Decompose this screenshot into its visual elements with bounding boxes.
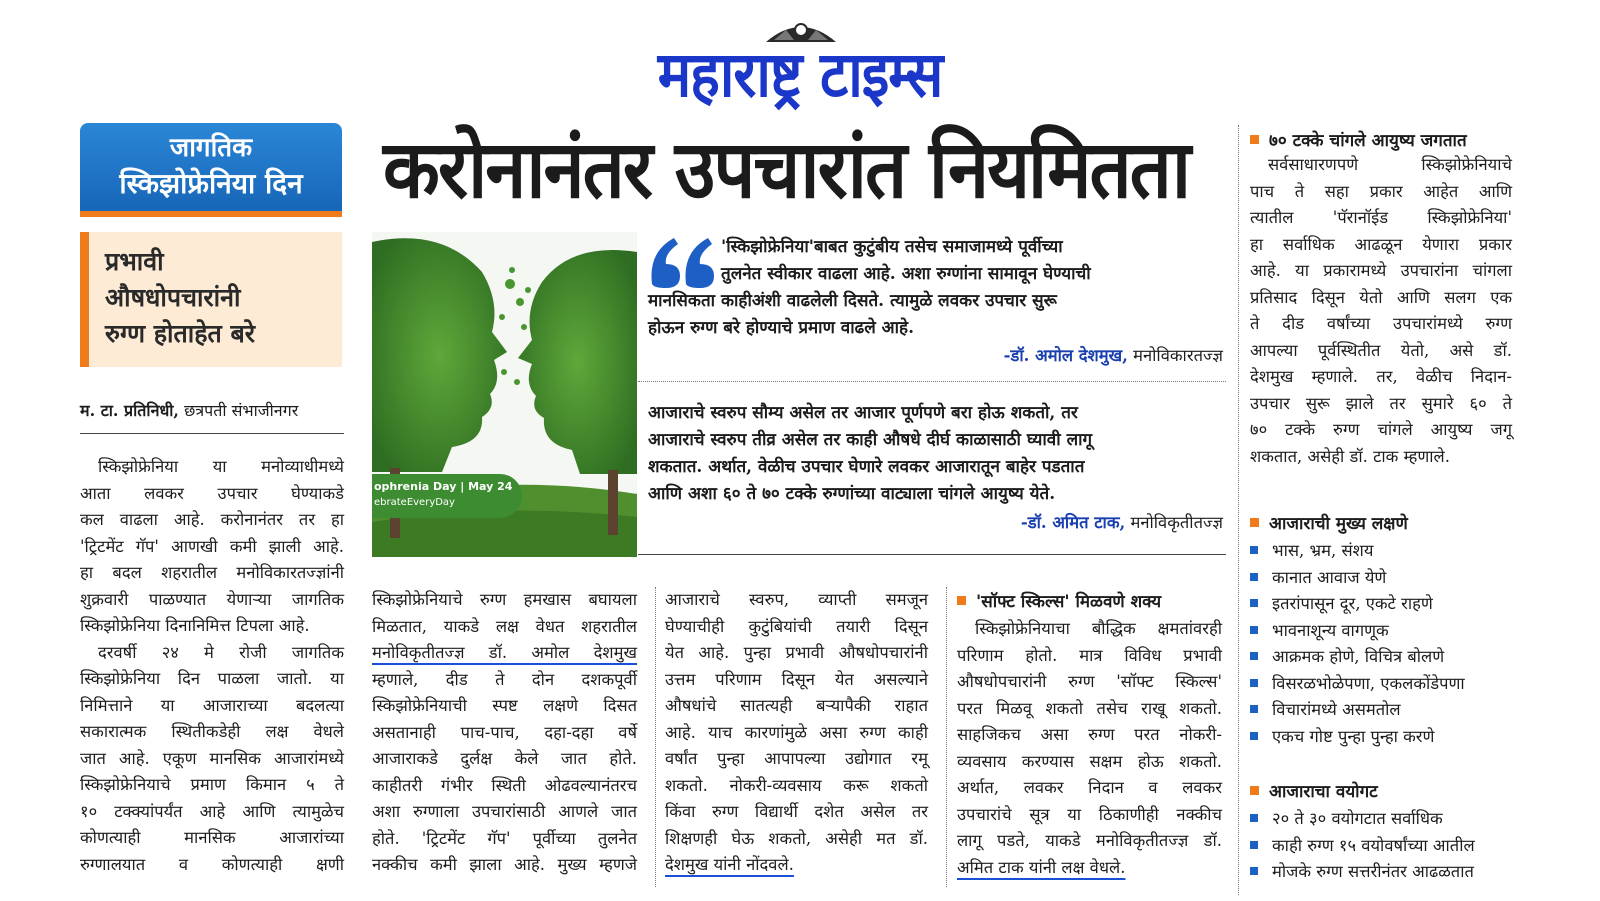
quote-line: 'स्किझोफ्रेनिया'बाबत कुटुंबीय तसेच समाजामध्ये पूर्वीच्या bbox=[721, 237, 1063, 257]
text-line: स्किझोफ्रेनिया दिनानिमित्त टिपला आहे. bbox=[80, 616, 310, 635]
orange-square-bullet-icon bbox=[1250, 786, 1259, 795]
text-line: घेण्याचीही कुटुंबियांची तयारी दिसून bbox=[665, 616, 928, 636]
text-line: मिळतात, याकडे लक्ष वेधत शहरातील bbox=[372, 616, 637, 636]
orange-square-bullet-icon bbox=[1250, 135, 1259, 144]
list-item-text: विसरळभोळेपणा, एकलकोंडेपणा bbox=[1272, 673, 1465, 693]
photo-caption-line-2: ebrateEveryDay bbox=[374, 497, 455, 508]
list-item bbox=[1250, 538, 1515, 565]
text-line-underlined: मनोविकृतीतज्ज्ञ डॉ. अमोल देशमुख bbox=[372, 643, 637, 662]
text-line: पाच ते सहा प्रकार आहेत आणि bbox=[1250, 181, 1512, 201]
quote-1-attribution bbox=[648, 344, 1223, 368]
list-item bbox=[1250, 644, 1515, 671]
outcome-heading bbox=[1250, 127, 1515, 155]
age-group-heading-text: आजाराचा वयोगट bbox=[1269, 782, 1378, 802]
text-line: व्यवसाय करण्यास सक्षम होऊ शकतो. bbox=[957, 751, 1222, 771]
text-line: आजाराकडे दुर्लक्ष केले जात होते. bbox=[372, 749, 637, 768]
text-line: उत्तम परिणाम दिसून येत असल्याने bbox=[665, 669, 928, 689]
text-line: साहजिकच असा रुग्ण परत नोकरी- bbox=[957, 725, 1222, 744]
text-line: नक्कीच कमी झाला आहे. मुख्य म्हणजे bbox=[372, 855, 637, 874]
quote-line: आणि अशा ६० ते ७० टक्के रुग्णांच्या वाट्याला चांगले आयुष्य येते. bbox=[648, 484, 1056, 504]
day-badge bbox=[80, 123, 342, 217]
text-line: परिणाम होतो. मात्र विविध प्रभावी bbox=[957, 645, 1222, 665]
blue-square-bullet-icon bbox=[1250, 626, 1258, 634]
text-line: उपचार सुरू झाले तर सुमारे ६० ते bbox=[1250, 393, 1512, 413]
photo-caption-line-1: ophrenia Day | May 24 bbox=[374, 480, 513, 493]
text-line-underlined: अमित टाक यांनी लक्ष वेधले. bbox=[957, 857, 1126, 877]
article-column-3 bbox=[665, 587, 928, 879]
text-line: देशमुख म्हणाले. तर, वेळीच निदान- bbox=[1250, 367, 1512, 386]
text-line: स्किझोफ्रेनिया दिन पाळला जातो. या bbox=[80, 669, 344, 688]
text-line: अशा रुग्णाला उपचारांसाठी आणले जात bbox=[372, 802, 637, 821]
text-line: हा बदल शहरातील मनोविकारतज्ज्ञांनी bbox=[80, 563, 344, 582]
text-line: असतानाही पाच-पाच, दहा-दहा वर्षे bbox=[372, 722, 637, 742]
text-line: काहीतरी गंभीर स्थिती ओढवल्यानंतरच bbox=[372, 775, 637, 795]
text-line: आता लवकर उपचार घेण्याकडे bbox=[80, 483, 344, 503]
headline: करोनानंतर उपचारांत नियमितता bbox=[383, 123, 1189, 217]
list-item bbox=[1250, 565, 1515, 592]
soft-skills-heading bbox=[957, 588, 1222, 616]
list-item bbox=[1250, 859, 1515, 886]
text-line: स्किझोफ्रेनियाचा बौद्धिक क्षमतांवरही bbox=[975, 619, 1222, 638]
list-item-text: काही रुग्ण १५ वयोवर्षांच्या आतील bbox=[1272, 835, 1475, 855]
byline-divider bbox=[80, 433, 344, 434]
orange-square-bullet-icon bbox=[957, 596, 966, 605]
blue-square-bullet-icon bbox=[1250, 814, 1258, 822]
quote-line: तुलनेत स्वीकार वाढला आहे. अशा रुग्णांना सामावून घेण्याची bbox=[721, 264, 1091, 284]
badge-line-1: जागतिक bbox=[169, 133, 253, 163]
article-photo bbox=[372, 232, 637, 557]
deck-line: औषधोपचारांनी bbox=[105, 283, 241, 312]
text-line: शिक्षणही घेऊ शकतो, असेही मत डॉ. bbox=[665, 828, 928, 848]
blue-square-bullet-icon bbox=[1250, 573, 1258, 581]
subheadline-deck bbox=[80, 232, 342, 367]
article-column-2 bbox=[372, 587, 637, 879]
list-item bbox=[1250, 833, 1515, 860]
age-group-list bbox=[1250, 806, 1515, 886]
symptoms-list bbox=[1250, 538, 1515, 750]
symptoms-heading-text: आजाराची मुख्य लक्षणे bbox=[1269, 514, 1408, 534]
text-line: आहे. या प्रकारामध्ये उपचारांना चांगला bbox=[1250, 261, 1512, 280]
column-divider bbox=[1238, 125, 1239, 895]
list-item-text: एकच गोष्ट पुन्हा पुन्हा करणे bbox=[1272, 726, 1435, 746]
text-line: ७० टक्के रुग्ण चांगले आयुष्य जगू bbox=[1250, 420, 1512, 439]
quote-2-role: मनोविकृतीतज्ज्ञ bbox=[1125, 513, 1223, 532]
text-line: ते दीड वर्षांच्या उपचारांमध्ये रुग्ण bbox=[1250, 314, 1512, 333]
text-line: अर्थात, लवकर निदान व लवकर bbox=[957, 778, 1222, 797]
text-line: स्किझोफ्रेनियाची स्पष्ट लक्षणे दिसत bbox=[372, 696, 637, 715]
photo-caption-banner bbox=[372, 474, 522, 518]
list-item bbox=[1250, 724, 1515, 751]
list-item bbox=[1250, 671, 1515, 698]
byline-place: छत्रपती संभाजीनगर bbox=[179, 401, 299, 420]
article-column-5 bbox=[1250, 152, 1512, 470]
byline bbox=[80, 400, 345, 422]
soft-skills-heading-text: 'सॉफ्ट स्किल्स' मिळवणे शक्य bbox=[976, 592, 1162, 612]
list-item bbox=[1250, 806, 1515, 833]
text-line: शुक्रवारी पाळण्यात येणाऱ्या जागतिक bbox=[80, 589, 344, 609]
text-line: परत मिळवू शकतो तसेच राखू शकतो. bbox=[957, 698, 1222, 718]
quote-bottom-rule bbox=[638, 554, 1226, 555]
masthead-title[interactable]: महाराष्ट्र टाइम्स bbox=[657, 38, 943, 112]
badge-line-2: स्किझोफ्रेनिया दिन bbox=[119, 167, 303, 200]
text-line: होते. 'ट्रिटमेंट गॅप' पूर्वीच्या तुलनेत bbox=[372, 828, 637, 848]
text-line: औषधांचे सातत्यही बऱ्यापैकी राहात bbox=[665, 696, 928, 715]
list-item bbox=[1250, 618, 1515, 645]
list-item-text: भावनाशून्य वागणूक bbox=[1272, 620, 1389, 640]
text-line: उपचारांचे सूत्र या ठिकाणीही नक्कीच bbox=[957, 804, 1222, 824]
quote-line: आजाराचे स्वरुप तीव्र असेल तर काही औषधे दीर्घ काळासाठी घ्यावी लागू bbox=[648, 430, 1093, 450]
text-line: शकतो. नोकरी-व्यवसाय करू शकतो bbox=[665, 775, 928, 795]
text-line: आहे. याच कारणांमुळे असा रुग्ण काही bbox=[665, 722, 928, 742]
orange-square-bullet-icon bbox=[1250, 518, 1259, 527]
text-line: आपल्या पूर्वस्थितीत येतो, असे डॉ. bbox=[1250, 340, 1512, 360]
blue-square-bullet-icon bbox=[1250, 679, 1258, 687]
text-line: सर्वसाधारणपणे स्किझोफ्रेनियाचे bbox=[1268, 155, 1512, 174]
blue-square-bullet-icon bbox=[1250, 705, 1258, 713]
quote-line: होऊन रुग्ण बरे होण्याचे प्रमाण वाढले आहे. bbox=[648, 318, 914, 338]
list-item-text: आक्रमक होणे, विचित्र बोलणे bbox=[1272, 647, 1445, 666]
symptoms-heading bbox=[1250, 510, 1515, 538]
text-line: आजाराचे स्वरुप, व्याप्ती समजून bbox=[665, 590, 928, 609]
text-line: कोणत्याही मानसिक आजारांच्या bbox=[80, 828, 344, 847]
blue-square-bullet-icon bbox=[1250, 652, 1258, 660]
deck-line: प्रभावी bbox=[105, 247, 164, 276]
quote-1-author: -डॉ. अमोल देशमुख, bbox=[1003, 346, 1128, 365]
text-line: म्हणाले, दीड ते दोन दशकपूर्वी bbox=[372, 669, 637, 689]
column-divider bbox=[655, 587, 656, 887]
blue-square-bullet-icon bbox=[1250, 732, 1258, 740]
deck-line: रुग्ण होताहेत बरे bbox=[105, 319, 255, 348]
text-line: निमित्ताने या आजाराच्या बदलत्या bbox=[80, 695, 344, 715]
quote-2-author: -डॉ. अमित टाक, bbox=[1020, 513, 1126, 532]
list-item-text: भास, भ्रम, संशय bbox=[1272, 541, 1374, 560]
article-column-1 bbox=[80, 454, 344, 878]
column-divider bbox=[946, 587, 947, 887]
list-item-text: कानात आवाज येणे bbox=[1272, 567, 1387, 587]
list-item bbox=[1250, 591, 1515, 618]
quote-1-role: मनोविकारतज्ज्ञ bbox=[1127, 346, 1223, 365]
blue-square-bullet-icon bbox=[1250, 599, 1258, 607]
text-line: वर्षांत पुन्हा आपापल्या उद्योगात रमू bbox=[665, 749, 928, 768]
quote-line: शकतात. अर्थात, वेळीच उपचार घेणारे लवकर आजारातून बाहेर पडतात bbox=[648, 457, 1085, 477]
text-line: १० टक्क्यांपर्यंत आहे आणि त्यामुळेच bbox=[80, 801, 344, 821]
list-item-text: मोजके रुग्ण सत्तरीनंतर आढळतात bbox=[1272, 862, 1474, 881]
text-line: स्किझोफ्रेनियाचे रुग्ण हमखास बघायला bbox=[372, 590, 637, 609]
quote-2-attribution bbox=[648, 511, 1223, 535]
outcome-heading-text: ७० टक्के चांगले आयुष्य जगतात bbox=[1269, 131, 1467, 151]
quote-line: मानसिकता काहीअंशी वाढलेली दिसते. त्यामुळे लवकर उपचार सुरू bbox=[648, 291, 1057, 311]
text-line: कल वाढला आहे. करोनानंतर तर हा bbox=[80, 510, 344, 529]
pull-quote-1 bbox=[648, 234, 1223, 342]
text-line: सकारात्मक स्थितीकडेही लक्ष वेधले bbox=[80, 722, 344, 741]
text-line: 'ट्रिटमेंट गॅप' आणखी कमी झाली आहे. bbox=[80, 536, 344, 556]
list-item bbox=[1250, 697, 1515, 724]
text-line: शकतात, असेही डॉ. टाक म्हणाले. bbox=[1250, 446, 1450, 466]
quote-line: आजाराचे स्वरुप सौम्य असेल तर आजार पूर्णपणे बरा होऊ शकतो, तर bbox=[648, 403, 1078, 423]
text-line: रुग्णालयात व कोणत्याही क्षणी bbox=[80, 854, 344, 874]
text-line: औषधोपचारांनी रुग्ण 'सॉफ्ट स्किल्स' bbox=[957, 672, 1222, 691]
blue-square-bullet-icon bbox=[1250, 841, 1258, 849]
text-line: हा सर्वाधिक आढळून येणारा प्रकार bbox=[1250, 234, 1512, 254]
text-line: त्यातील 'पॅरानॉईड स्किझोफ्रेनिया' bbox=[1250, 208, 1512, 227]
article-column-4 bbox=[957, 616, 1222, 881]
list-item-text: २० ते ३० वयोगटात सर्वाधिक bbox=[1272, 809, 1443, 828]
list-item-text: इतरांपासून दूर, एकटे राहणे bbox=[1272, 594, 1433, 613]
text-line: किंवा रुग्ण विद्यार्थी दशेत असेल तर bbox=[665, 802, 928, 821]
list-item-text: विचारांमध्ये असमतोल bbox=[1272, 700, 1401, 719]
blue-square-bullet-icon bbox=[1250, 867, 1258, 875]
text-line: स्किझोफ्रेनिया या मनोव्याधीमध्ये bbox=[98, 457, 344, 476]
blue-square-bullet-icon bbox=[1250, 546, 1258, 554]
text-line-underlined: देशमुख यांनी नोंदवले. bbox=[665, 855, 794, 874]
text-line: येत आहे. पुन्हा प्रभावी औषधोपचारांनी bbox=[665, 643, 928, 662]
pull-quote-2 bbox=[648, 400, 1223, 508]
quote-divider bbox=[638, 381, 1226, 382]
age-group-heading bbox=[1250, 778, 1515, 806]
byline-author: म. टा. प्रतिनिधी, bbox=[80, 401, 180, 420]
text-line: प्रतिसाद दिसून येतो आणि सलग एक bbox=[1250, 287, 1512, 307]
text-line: स्किझोफ्रेनियाचे प्रमाण किमान ५ ते bbox=[80, 775, 344, 794]
text-line: दरवर्षी २४ मे रोजी जागतिक bbox=[98, 642, 344, 662]
text-line: जात आहे. एकूण मानसिक आजारांमध्ये bbox=[80, 748, 344, 768]
text-line: लागू पडते, याकडे मनोविकृतीतज्ज्ञ डॉ. bbox=[957, 831, 1222, 850]
